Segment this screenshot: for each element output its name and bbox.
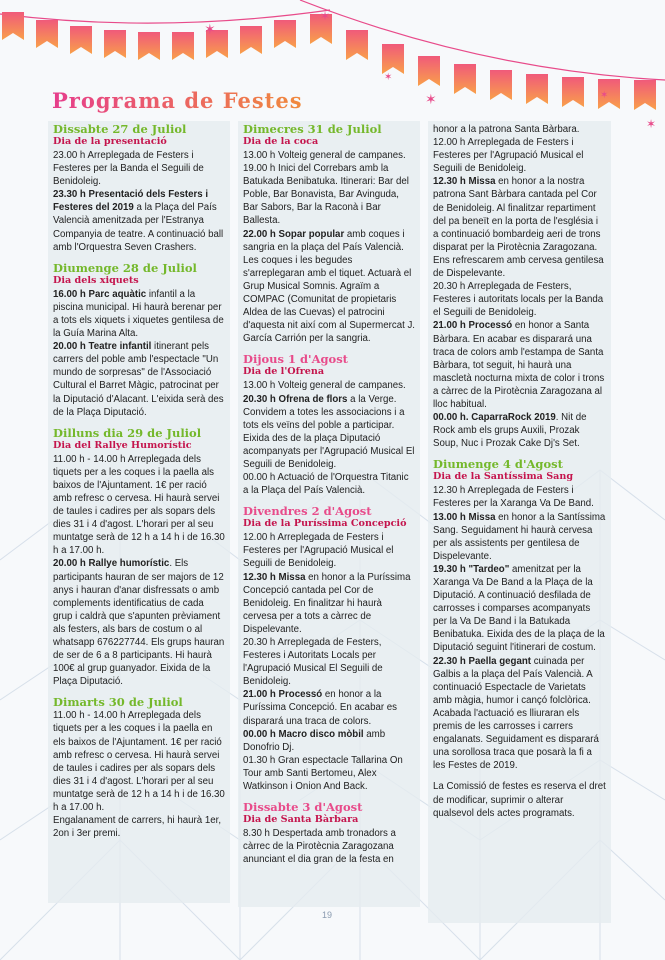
page-title: Programa de Festes: [52, 88, 303, 113]
event-text: La Comissió de festes es reserva el dret de modificar, suprimir o alterar qualsevol dels actes programats.: [433, 781, 606, 819]
star-icon: ✶: [646, 117, 657, 131]
day-heading: Diumenge 4 d'Agost: [433, 457, 563, 472]
event-item: [243, 754, 415, 793]
event-highlight: 12.30 h Missa: [433, 176, 496, 188]
garland-flag: [490, 70, 512, 100]
program-column-2: [238, 121, 420, 907]
day-subtitle: Dia de l'Ofrena: [243, 366, 325, 378]
event-text: 13.00 h Volteig general de campanes.: [243, 150, 406, 161]
day-heading: Dimecres 31 de Juliol: [243, 122, 382, 136]
event-item: [433, 511, 606, 563]
event-item: [243, 162, 415, 227]
event-item: [243, 728, 415, 754]
event-text: en honor a la Puríssima Concepció. En acabar es disparará una traca de colors.: [243, 689, 397, 727]
event-item: [53, 557, 225, 688]
day-heading: Dilluns dia 29 de Juliol: [53, 425, 202, 440]
event-text: 11.00 h - 14.00 h Arreplegada dels tiquets per a les coques i la paella als baixos de l'Ajuntament. 1€ per ració amb refresc o cervesa. Hi haurà servei de taules i cadires per als sopars dels dies 31 i 4 d'agost. L'horari per al seu muntatge serà de 12 h a 14 h i de 16.30 h a 17.00 h.: [53, 453, 225, 557]
event-highlight: 00.00 h. CaparraRock 2019: [433, 412, 556, 424]
day-heading: Dissabte 27 de Juliol: [53, 122, 187, 136]
garland-flag: [418, 56, 440, 86]
event-text: 01.30 h Gran espectacle Tallarina On Tour amb Santi Bertomeu, Alex Watkinson i Onion And Back.: [243, 754, 403, 793]
star-icon: ✶: [204, 21, 216, 37]
event-text: en honor a la Puríssima Concepció cantada pel Cor de Benidoleig. En finalitzar hi haurà cervesa per a tots a càrrec de Dispelevante.: [243, 571, 411, 635]
event-highlight: 22.30 h Paella gegant: [433, 655, 531, 667]
festive-garland: [0, 0, 665, 140]
day-heading: Dijous 1 d'Agost: [243, 352, 348, 367]
event-text: 20.30 h Arreplegada de Festers, Festeres i autoritats locals per la Banda el Seguili de Benidoleig.: [433, 281, 604, 319]
star-icon: ✶: [320, 9, 331, 23]
event-highlight: 13.00 h Missa: [433, 511, 496, 523]
day-subtitle: Dia de la Puríssima Concepció: [243, 518, 407, 530]
day-subtitle: Dia dels xiquets: [53, 274, 139, 286]
event-highlight: 12.30 h Missa: [243, 571, 306, 583]
event-item: [53, 709, 225, 814]
event-text: . Nit de Rock amb els grups Auxili, Prozak Soup, Nuc i Prozak Cake Dj's Set.: [433, 412, 587, 450]
garland-flag: [454, 64, 476, 94]
garland-flag: [172, 32, 194, 60]
star-icon: ✶: [600, 90, 609, 101]
event-item: [243, 393, 415, 472]
program-column-1: [48, 121, 230, 903]
garland-flag: [346, 30, 368, 60]
event-item: [433, 319, 606, 411]
day-heading: Diumenge 28 de Juliol: [53, 260, 197, 275]
event-text: 8.30 h Despertada amb tronadors a càrrec de la Pirotècnia Zaragozana anunciant el dia gran de la festa en: [243, 828, 396, 866]
event-text: a la Verge. Convidem a totes les associacions i a tots els veïns del poble a participar. Eixida des de la plaça Diputació acompanyats per l'Agrupació Musical El Seguili de Benidoleig.: [243, 393, 415, 470]
day-subtitle: Dia de la coca: [243, 136, 319, 147]
event-item: [243, 688, 415, 727]
event-item: [433, 123, 606, 136]
event-highlight: 20.30 h Ofrena de flors: [243, 393, 348, 405]
garland-flag: [36, 20, 58, 48]
event-item: [433, 484, 606, 510]
day-subtitle: Dia del Rallye Humorístic: [53, 439, 192, 451]
star-icon: ✶: [384, 72, 393, 83]
garland-flag: [526, 74, 548, 104]
event-item: [53, 288, 225, 340]
garland-flag: [240, 26, 262, 54]
program-column-3: [428, 121, 611, 923]
garland-flag: [70, 26, 92, 54]
event-text: honor a la patrona Santa Bàrbara.: [433, 124, 580, 135]
event-highlight: 23.30 h Presentació dels Festers i Festeres del 2019: [53, 189, 209, 214]
garland-flag: [2, 12, 24, 40]
event-text: 23.00 h Arreplegada de Festers i Festeres per la Banda el Seguili de Benidoleig.: [53, 150, 204, 188]
garland-flag: [104, 30, 126, 58]
day-heading: Dimarts 30 de Juliol: [53, 695, 183, 710]
garland-flag: [634, 80, 656, 110]
garland-flag: [138, 32, 160, 60]
event-text: . Els participants hauran de ser majors de 12 anys i hauran d'anar disfressats o amb complements identificatius de cada grup i caldrà que s'apunten prèviament als festers, als bars de costum o al whatsapp 676227744. Els grups hauran de ser de 6 a 8 participants. Hi haurà 100€ al grup guanyador. Eixida de la Plaça Diputació.: [53, 558, 225, 688]
event-item: [433, 780, 606, 819]
event-item: [433, 136, 606, 175]
event-item: [433, 280, 606, 319]
event-text: cuinada per Galbis a la plaça del País Valencià. A continuació Espectacle de Varietats amb màgia, humor i cançó folclòrica. Acabada l'actuació es lliuraran els premis de les carrosses i carrers engalanats. Seguidament es disparará una sorollosa traca que posarà la fi a les Festes de 2019.: [433, 655, 599, 772]
event-highlight: 21.00 h Processó: [243, 689, 323, 701]
event-text: a la Plaça del País Valencià amenitzada per l'Estranya Companyia de teatre. A continuació ball amb l'Orquestra Seven Crashers.: [53, 202, 224, 253]
day-heading: Divendres 2 d'Agost: [243, 504, 372, 519]
event-highlight: 00.00 h Macro disco mòbil: [243, 728, 364, 740]
event-text: 12.30 h Arreplegada de Festers i Festeres per la Xaranga Va De Band.: [433, 485, 594, 510]
event-item: [53, 149, 225, 188]
event-item: [433, 772, 606, 780]
event-text: en honor a la Santíssima Sang. Seguidament hi haurà cervesa per als assistents per gentilesa de Dispelevante.: [433, 511, 606, 562]
event-item: [433, 175, 606, 280]
event-item: [53, 188, 225, 253]
garland-flag: [382, 44, 404, 74]
event-text: infantil a la piscina municipal. Hi haurà berenar per a tots els xiquets i xiquetes gentilesa de la Guía Marina Alta.: [53, 288, 224, 340]
event-item: [243, 571, 415, 636]
event-highlight: 21.00 h Processó: [433, 320, 513, 332]
star-icon: ✶: [425, 91, 437, 107]
event-item: [53, 814, 225, 840]
event-highlight: 22.00 h Sopar popular: [243, 228, 345, 240]
page-number: 19: [322, 910, 333, 920]
event-text: 19.00 h Inici del Correbars amb la Batukada Benibatuka. Itinerari: Bar del Poble, Bar Bonavista, Bar Avinguda, Bar Sabors, Bar la Raconà i Bar Ballesta.: [243, 163, 409, 227]
event-item: [243, 531, 415, 570]
garland-flag: [562, 77, 584, 107]
event-item: [243, 149, 415, 162]
event-text: 13.00 h Volteig general de campanes.: [243, 380, 406, 392]
event-text: 00.00 h Actuació de l'Orquestra Titanic a la Plaça del País Valencià.: [243, 472, 409, 497]
garland-flag: [274, 20, 296, 48]
event-item: [243, 471, 415, 497]
event-text: 12.00 h Arreplegada de Festers i Festeres per l'Agrupació Musical el Seguili de Benidoleig.: [243, 532, 394, 570]
event-item: [53, 340, 225, 419]
event-item: [243, 636, 415, 688]
event-text: 20.30 h Arreplegada de Festers, Festeres i Autoritats Locals per l'Agrupació Musical El Seguili de Benidoleig.: [243, 637, 383, 688]
day-heading: Dissabte 3 d'Agost: [243, 800, 363, 815]
event-item: [433, 563, 606, 655]
event-text: en honor a la nostra patrona Sant Bàrbara cantada pel Cor de Benidoleig. Al finalitzar repartiment del pa beneït en la porta de l'església i a continuació bombardeig aeri de trons disparat per la Pirotècnia Zaragozana. Ens refrescarem amb cervesa gentilesa de Dispelevante.: [433, 176, 604, 280]
day-subtitle: Dia de la Santíssima Sang: [433, 471, 574, 483]
event-item: [433, 655, 606, 773]
event-text: 12.00 h Arreplegada de Festers i Festeres per l'Agrupació Musical el Seguili de Benidoleig.: [433, 137, 584, 175]
event-highlight: 16.00 h Parc aquàtic: [53, 288, 147, 300]
day-subtitle: Dia de la presentació: [53, 136, 167, 147]
event-item: [243, 228, 415, 346]
event-text: amb Donofrio Dj.: [243, 728, 386, 753]
event-highlight: 19.30 h "Tardeo": [433, 563, 510, 575]
day-subtitle: Dia de Santa Bàrbara: [243, 814, 359, 826]
event-item: [53, 453, 225, 558]
event-text: Engalanament de carrers, hi haurà 1er, 2on i 3er premi.: [53, 815, 222, 840]
event-item: [433, 411, 606, 450]
event-text: amb coques i sangria en la plaça del País Valencià. Les coques i les begudes s'arreplegaran amb el tiquet. Actuarà el Grup Musical Somnis. Agraïm a COMPAC (Comunitat de propietaris Aldea de las Cuevas) el patrocini d'aquesta nit així com al Supermercat J. García Carrión per la sangria.: [243, 228, 416, 345]
event-text: en honor a Santa Bàrbara. En acabar es disparará una traca de colors amb l'estampa de Santa Bàrbara, tot seguit, hi haurà una mascletà nocturna mixta de color i trons a càrrec de la Pirotècnia Zaragozana al lloc habitual.: [433, 320, 605, 410]
event-item: [243, 827, 415, 866]
event-text: itinerant pels carrers del poble amb l'espectacle "Un mundo de sorpresas" de l'Associació Cultural el Barret Màgic, patrocinat per la Diputació d'Alacant. L'eixida serà des de la Plaça Diputació.: [53, 341, 224, 418]
event-highlight: 20.00 h Rallye humorístic: [53, 558, 170, 570]
event-highlight: 20.00 h Teatre infantil: [53, 341, 152, 353]
event-text: amenitzat per la Xaranga Va De Band a la Plaça de la Diputació. A continuació desfilada de carrosses i comparses acompanyats per la Va De Band i la Batukada Benibatuka. Eixida des de la plaça de la Diputació seguint l'itinerari de costum.: [433, 563, 605, 654]
event-item: [243, 379, 415, 392]
event-text: 11.00 h - 14.00 h Arreplegada dels tiquets per a les coques i la paella en els baixos de l'Ajuntament. 1€ per ració amb refresc o cervesa. Hi haurà servei de taules i cadires per als sopars dels dies 31 i 4 d'agost. L'horari per al seu muntatge serà de 12 h a 14 h i de 16.30 h a 17.00 h.: [53, 710, 225, 814]
